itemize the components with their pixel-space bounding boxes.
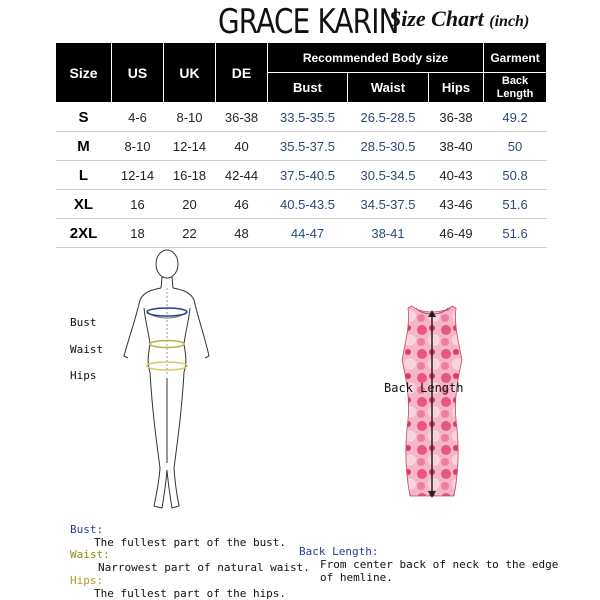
- cell-us: 12-14: [112, 161, 164, 190]
- col-header-size: Size: [56, 43, 112, 103]
- cell-uk: 12-14: [164, 132, 216, 161]
- cell-hips: 38-40: [429, 132, 484, 161]
- cell-uk: 8-10: [164, 103, 216, 132]
- body-measure-figure: [110, 248, 220, 516]
- col-header-hips: Hips: [429, 73, 484, 103]
- cell-uk: 22: [164, 219, 216, 248]
- note-back-length-key: Back Length:: [299, 545, 379, 558]
- cell-size: L: [56, 161, 112, 190]
- table-row: [56, 161, 547, 190]
- cell-hips: 43-46: [429, 190, 484, 219]
- col-header-us: US: [112, 43, 164, 103]
- cell-size: XL: [56, 190, 112, 219]
- figure-label-waist: Waist: [70, 343, 104, 356]
- col-group-body-size: Recommended Body size: [268, 43, 484, 73]
- cell-waist: 38-41: [348, 219, 429, 248]
- cell-waist: 26.5-28.5: [348, 103, 429, 132]
- cell-waist: 30.5-34.5: [348, 161, 429, 190]
- cell-bust: 35.5-37.5: [268, 132, 348, 161]
- cell-hips: 46-49: [429, 219, 484, 248]
- table-row: [56, 190, 547, 219]
- figure-label-back-length: Back Length: [384, 381, 464, 395]
- brand-logo: GRACE KARIN: [218, 2, 399, 42]
- cell-back-length: 49.2: [484, 103, 547, 132]
- note-waist-key: Waist:: [70, 548, 110, 561]
- cell-waist: 28.5-30.5: [348, 132, 429, 161]
- col-group-garment: Garment: [484, 43, 547, 73]
- table-row: [56, 219, 547, 248]
- size-table-body: [56, 103, 547, 248]
- note-back-length-text-2: of hemline.: [320, 571, 393, 584]
- note-waist-text: Narrowest part of natural waist.: [98, 561, 310, 574]
- cell-size: M: [56, 132, 112, 161]
- cell-size: S: [56, 103, 112, 132]
- cell-us: 16: [112, 190, 164, 219]
- col-header-bust: Bust: [268, 73, 348, 103]
- chart-title: [389, 6, 529, 32]
- cell-hips: 36-38: [429, 103, 484, 132]
- cell-bust: 44-47: [268, 219, 348, 248]
- size-table: [55, 42, 547, 248]
- cell-back-length: 50: [484, 132, 547, 161]
- cell-bust: 37.5-40.5: [268, 161, 348, 190]
- col-header-uk: UK: [164, 43, 216, 103]
- cell-size: 2XL: [56, 219, 112, 248]
- note-hips-text: The fullest part of the hips.: [94, 587, 287, 600]
- cell-de: 40: [216, 132, 268, 161]
- note-bust-key: Bust:: [70, 523, 104, 536]
- col-header-waist: Waist: [348, 73, 429, 103]
- cell-bust: 33.5-35.5: [268, 103, 348, 132]
- cell-waist: 34.5-37.5: [348, 190, 429, 219]
- table-row: [56, 132, 547, 161]
- cell-back-length: 50.8: [484, 161, 547, 190]
- note-hips-key: Hips:: [70, 574, 104, 587]
- cell-de: 36-38: [216, 103, 268, 132]
- cell-us: 8-10: [112, 132, 164, 161]
- chart-title-text: Size Chart: [389, 6, 484, 31]
- cell-us: 4-6: [112, 103, 164, 132]
- note-bust-text: The fullest part of the bust.: [94, 536, 287, 549]
- cell-bust: 40.5-43.5: [268, 190, 348, 219]
- chart-unit: (inch): [489, 13, 530, 30]
- cell-de: 46: [216, 190, 268, 219]
- figure-label-hips: Hips: [70, 369, 97, 382]
- col-header-back-length: Back Length: [484, 73, 547, 103]
- cell-de: 48: [216, 219, 268, 248]
- cell-de: 42-44: [216, 161, 268, 190]
- cell-uk: 16-18: [164, 161, 216, 190]
- cell-back-length: 51.6: [484, 219, 547, 248]
- figure-label-bust: Bust: [70, 316, 97, 329]
- note-back-length-text-1: From center back of neck to the edge: [320, 558, 559, 571]
- table-row: [56, 103, 547, 132]
- cell-back-length: 51.6: [484, 190, 547, 219]
- cell-hips: 40-43: [429, 161, 484, 190]
- cell-us: 18: [112, 219, 164, 248]
- dress-image: [392, 300, 472, 500]
- cell-uk: 20: [164, 190, 216, 219]
- col-header-de: DE: [216, 43, 268, 103]
